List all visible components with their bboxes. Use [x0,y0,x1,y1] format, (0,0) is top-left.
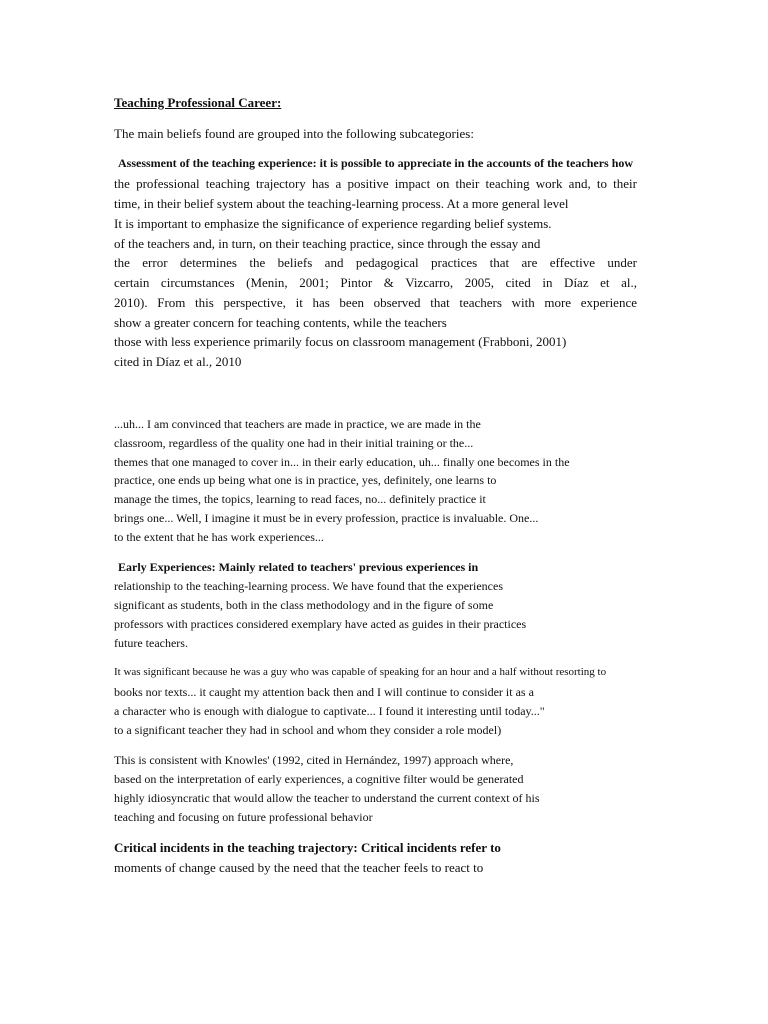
section1-line: certain circumstances (Menin, 2001; Pintor & Vizcarro, 2005, cited in Díaz et al., [114,275,637,290]
section2-heading: Early Experiences: Mainly related to teachers' previous experiences in [118,560,479,574]
section2-line: significant as students, both in the class methodology and in the figure of some [114,598,494,612]
quote2-line: to a significant teacher they had in school and whom they consider a role model) [114,723,502,737]
section1-line: the error determines the beliefs and pedagogical practices that are effective under [114,255,637,270]
section1-line: show a greater concern for teaching contents, while the teachers [114,315,447,330]
section1-line: time, in their belief system about the teaching-learning process. At a more general level [114,196,569,211]
paragraph3-line: This is consistent with Knowles' (1992, cited in Hernández, 1997) approach where, [114,753,514,767]
paragraph3-line: teaching and focusing on future professional behavior [114,810,373,824]
section1-line: 2010). From this perspective, it has been observed that teachers with more experience [114,295,637,310]
quote1-line: ...uh... I am convinced that teachers are made in practice, we are made in the [114,417,481,431]
intro-text: The main beliefs found are grouped into the following subcategories: [114,126,474,141]
quote2-line: books nor texts... it caught my attention back then and I will continue to consider it as a [114,685,534,699]
paragraph3-line: highly idiosyncratic that would allow the teacher to understand the current context of his [114,791,540,805]
section1-line: the professional teaching trajectory has a positive impact on their teaching work and, to their [114,176,637,191]
quote1-line: manage the times, the topics, learning to read faces, no... definitely practice it [114,492,486,506]
quote1-line: brings one... Well, I imagine it must be in every profession, practice is invaluable. One... [114,511,539,525]
quote1-line: practice, one ends up being what one is in practice, yes, definitely, one learns to [114,473,497,487]
section2-line: relationship to the teaching-learning process. We have found that the experiences [114,579,504,593]
section4-line: moments of change caused by the need that the teacher feels to react to [114,860,484,875]
section1-line: of the teachers and, in turn, on their teaching practice, since through the essay and [114,236,541,251]
paragraph3-line: based on the interpretation of early experiences, a cognitive filter would be generated [114,772,524,786]
quote2-line: It was significant because he was a guy who was capable of speaking for an hour and a half without resorting to [114,666,607,678]
quote1-line: to the extent that he has work experiences... [114,530,324,544]
quote1-line: themes that one managed to cover in... in their early education, uh... finally one becomes in the [114,455,570,469]
section4-heading: Critical incidents in the teaching trajectory: Critical incidents refer to [114,840,501,855]
quote1-line: classroom, regardless of the quality one had in their initial training or the... [114,436,474,450]
page-title: Teaching Professional Career: [114,95,282,110]
section1-heading: Assessment of the teaching experience: it is possible to appreciate in the accounts of the teachers how [118,156,634,170]
section2-line: professors with practices considered exemplary have acted as guides in their practices [114,617,527,631]
section2-line: future teachers. [114,636,188,650]
section1-line: cited in Díaz et al., 2010 [114,354,242,369]
quote2-line: a character who is enough with dialogue to captivate... I found it interesting until today..." [114,704,545,718]
section1-line: those with less experience primarily focus on classroom management (Frabboni, 2001) [114,334,567,349]
section1-line: It is important to emphasize the significance of experience regarding belief systems. [114,216,552,231]
